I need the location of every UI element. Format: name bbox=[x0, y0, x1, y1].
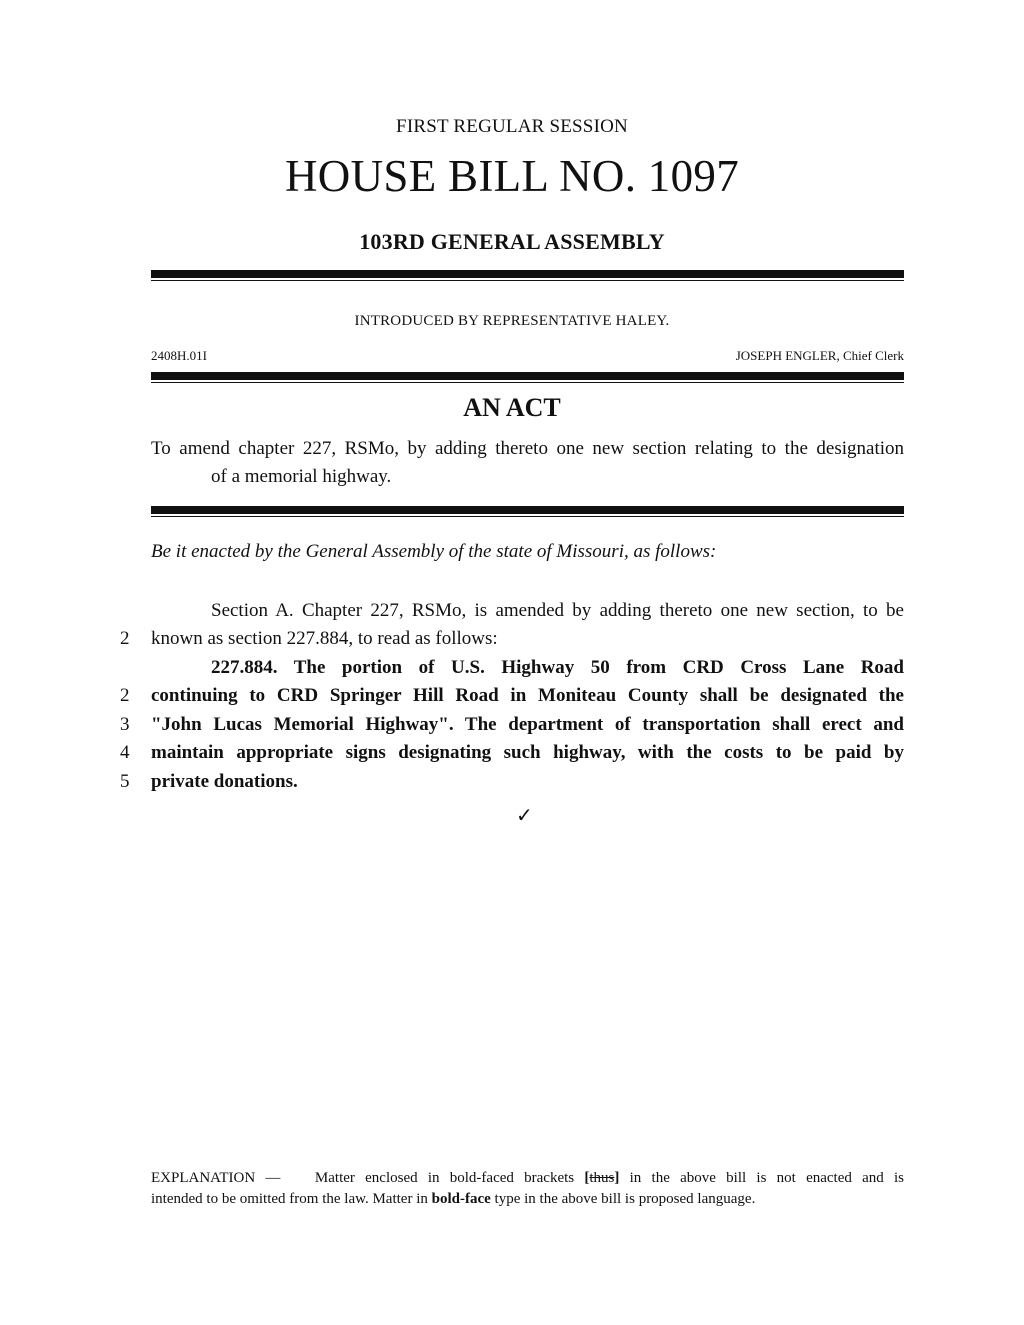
introduced-by: INTRODUCED BY REPRESENTATIVE HALEY. bbox=[354, 313, 670, 329]
chief-clerk: JOSEPH ENGLER, Chief Clerk bbox=[735, 348, 904, 363]
header-rule-thin bbox=[151, 280, 904, 281]
bold-face-example: bold-face bbox=[431, 1191, 491, 1207]
clerk-rule-thin bbox=[151, 382, 904, 383]
bill-title: HOUSE BILL NO. 1097 bbox=[284, 151, 739, 201]
session-label: FIRST REGULAR SESSION bbox=[396, 116, 628, 137]
document-number: 2408H.01I bbox=[151, 348, 207, 363]
explanation-line-2-pre: intended to be omitted from the law. Matter in bbox=[151, 1191, 428, 1207]
title-rule-thin bbox=[151, 516, 904, 517]
explanation-text-2: in the above bill is not enacted and is bbox=[629, 1170, 905, 1186]
section-227-884-line-2: continuing to CRD Springer Hill Road in Moniteau County shall be designated the bbox=[151, 685, 904, 706]
act-title-line-1: To amend chapter 227, RSMo, by adding thereto one new section relating to the designation bbox=[151, 438, 904, 459]
bracket-close: ] bbox=[614, 1170, 620, 1186]
line-number: 2 bbox=[120, 628, 130, 649]
assembly-label: 103RD GENERAL ASSEMBLY bbox=[359, 229, 665, 254]
explanation-line-2 bbox=[151, 1189, 904, 1210]
check-mark-icon: ✓ bbox=[516, 803, 533, 827]
explanation-line-2-post: type in the above bill is proposed language. bbox=[494, 1191, 756, 1207]
section-227-884-line-4: maintain appropriate signs designating such highway, with the costs to be paid by bbox=[151, 742, 904, 763]
section-227-884-line-3: "John Lucas Memorial Highway". The department of transportation shall erect and bbox=[151, 714, 904, 735]
section-a-line-1: Section A. Chapter 227, RSMo, is amended by adding thereto one new section, to be bbox=[211, 600, 904, 621]
section-227-884-line-1: 227.884. The portion of U.S. Highway 50 from CRD Cross Lane Road bbox=[211, 657, 904, 678]
line-number: 3 bbox=[120, 714, 130, 735]
act-title-line-2: of a memorial highway. bbox=[211, 466, 392, 487]
bracket-open: [ bbox=[584, 1170, 590, 1186]
line-number: 5 bbox=[120, 771, 130, 792]
line-number: 2 bbox=[120, 685, 130, 706]
section-227-884-line-5: private donations. bbox=[151, 771, 298, 792]
explanation-line-1 bbox=[151, 1168, 904, 1189]
explanation-text-1: Matter enclosed in bold-faced brackets bbox=[314, 1170, 575, 1186]
line-number: 4 bbox=[120, 742, 130, 763]
header-rule-thick bbox=[151, 270, 904, 278]
title-rule-thick bbox=[151, 506, 904, 514]
section-a-line-2: known as section 227.884, to read as follows: bbox=[151, 628, 498, 649]
enacting-clause: Be it enacted by the General Assembly of the state of Missouri, as follows: bbox=[151, 541, 717, 562]
clerk-rule-thick bbox=[151, 372, 904, 380]
struck-example: thus bbox=[589, 1170, 615, 1186]
explanation-label: EXPLANATION — bbox=[151, 1170, 281, 1186]
act-heading: AN ACT bbox=[463, 393, 561, 422]
